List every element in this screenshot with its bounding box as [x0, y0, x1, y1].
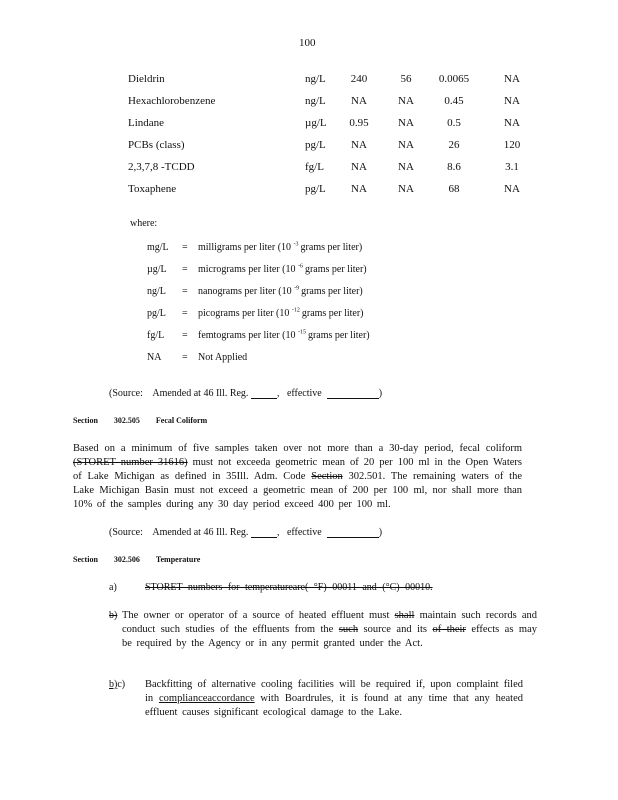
source-effective: effective: [286, 527, 322, 538]
table-cell-c3: 8.6: [447, 161, 461, 173]
source-note: [109, 388, 382, 399]
struck-storet: (STORET number 31616): [73, 457, 188, 468]
section-label: Section: [73, 416, 98, 425]
definition-tail: grams per liter): [301, 308, 364, 319]
source-note-2: [109, 527, 382, 538]
definition-exponent: -6: [297, 263, 303, 270]
section-number: 302.506: [113, 555, 140, 564]
table-cell-c4: NA: [504, 183, 520, 195]
definition-exponent: -9: [294, 285, 300, 292]
para-text-a: Based on a minimum of five samples taken over not more than a 30-day period, fecal coliform: [73, 443, 522, 454]
blank-effective-date: [327, 537, 379, 538]
table-cell-c2: NA: [398, 117, 414, 129]
section-505-heading: [73, 416, 207, 425]
struck-shall: shall: [394, 610, 415, 621]
item-b-marker: b): [109, 610, 118, 621]
definition-equals: =: [182, 264, 188, 275]
table-cell-c1: 0.95: [349, 117, 369, 129]
definition-main: milligrams per liter (10: [198, 242, 292, 253]
table-cell-c4: 3.1: [505, 161, 519, 173]
page-number: 100: [299, 37, 316, 49]
definition-exponent: -3: [293, 241, 299, 248]
table-cell-c4: NA: [504, 73, 520, 85]
item-b-text-4: effects as may be required by the Agency or in any permit granted under the Act.: [122, 624, 537, 649]
item-b-text-3: source and its: [358, 624, 433, 635]
fecal-coliform-paragraph: [73, 442, 522, 512]
table-cell-unit: fg/L: [305, 161, 324, 173]
source-comma: ,: [276, 527, 280, 538]
table-cell-c3: 0.45: [444, 95, 464, 107]
definition-tail: grams per liter): [301, 286, 363, 297]
blank-register: [251, 537, 277, 538]
table-cell-c3: 0.0065: [438, 73, 470, 85]
table-cell-c2: NA: [398, 161, 414, 173]
item-b-text-2: maintain such records and conduct such studies of the effluents from the: [122, 610, 538, 635]
source-comma: ,: [276, 388, 280, 399]
definition-abbr: fg/L: [147, 330, 165, 341]
where-label: where:: [130, 218, 158, 229]
item-b-text: [122, 609, 537, 651]
definition-text: [198, 264, 367, 275]
table-cell-c2: NA: [398, 139, 414, 151]
section-title: Fecal Coliform: [155, 416, 208, 425]
definition-tail: grams per liter): [300, 242, 363, 253]
definition-equals: =: [182, 352, 188, 363]
source-middle: Amended at 46 Ill. Reg.: [152, 527, 249, 538]
table-cell-name: Toxaphene: [128, 183, 177, 195]
table-cell-c2: 56: [400, 73, 412, 85]
table-cell-c4: 120: [503, 139, 521, 151]
definition-equals: =: [182, 308, 188, 319]
table-cell-unit: pg/L: [305, 139, 326, 151]
table-cell-unit: pg/L: [305, 183, 326, 195]
item-c-text-2: with Boardrules, it is found at any time that any heated effluent causes significant ecological damage to the Lake.: [145, 693, 524, 718]
table-cell-unit: ng/L: [305, 73, 326, 85]
table-cell-name: Hexachlorobenzene: [128, 95, 216, 107]
section-label: Section: [73, 555, 98, 564]
definition-equals: =: [182, 330, 188, 341]
table-cell-c2: NA: [398, 183, 414, 195]
definition-text: [198, 286, 363, 297]
table-cell-c3: 26: [448, 139, 460, 151]
compliance-accordance: complianceaccordance: [159, 693, 255, 704]
definition-main: Not Applied: [198, 352, 248, 363]
table-cell-c1: 240: [350, 73, 368, 85]
struck-such: such: [338, 624, 359, 635]
definition-main: picograms per liter (10: [198, 308, 290, 319]
section-title: Temperature: [155, 555, 201, 564]
definition-main: micrograms per liter (10: [198, 264, 296, 275]
item-c-text-1: Backfitting of alternative cooling facilities will be required if, upon complaint filed in: [145, 679, 523, 704]
item-c-text: [145, 678, 523, 720]
table-cell-c1: NA: [351, 161, 367, 173]
definition-main: femtograms per liter (10: [198, 330, 296, 341]
table-cell-c1: NA: [351, 139, 367, 151]
table-cell-c4: NA: [504, 117, 520, 129]
source-prefix: (Source:: [109, 527, 143, 538]
table-cell-name: PCBs (class): [128, 139, 185, 151]
definition-abbr: NA: [147, 352, 162, 363]
definition-tail: grams per liter): [304, 264, 367, 275]
table-cell-c1: NA: [351, 95, 367, 107]
definition-text: [198, 352, 247, 363]
table-cell-name: Lindane: [128, 117, 165, 129]
definition-equals: =: [182, 286, 188, 297]
table-cell-unit: µg/L: [305, 117, 327, 129]
table-cell-c1: NA: [351, 183, 367, 195]
table-cell-name: Dieldrin: [128, 73, 165, 85]
definition-tail: grams per liter): [307, 330, 370, 341]
source-middle: Amended at 46 Ill. Reg.: [152, 388, 249, 399]
table-cell-c2: NA: [398, 95, 414, 107]
section-number: 302.505: [113, 416, 140, 425]
table-cell-unit: ng/L: [305, 95, 326, 107]
definition-exponent: -12: [291, 307, 300, 314]
source-close: ): [378, 388, 383, 399]
table-cell-c4: NA: [504, 95, 520, 107]
item-c-marker: [109, 679, 125, 690]
definition-text: [198, 330, 370, 341]
item-a-struck-text: STORET numbers for temperatureare( °F) 00011 and (°C) 00010.: [145, 582, 433, 593]
blank-register: [251, 398, 277, 399]
definition-exponent: -15: [297, 329, 306, 336]
item-c-marker-new: c): [117, 679, 126, 690]
struck-of-their: of their: [432, 624, 466, 635]
definition-abbr: ng/L: [147, 286, 166, 297]
struck-section-word: Section: [311, 471, 343, 482]
item-b-text-1: The owner or operator of a source of heated effluent must: [122, 610, 390, 621]
section-506-heading: [73, 555, 200, 564]
definition-abbr: mg/L: [147, 242, 169, 253]
table-cell-c3: 0.5: [447, 117, 461, 129]
source-effective: effective: [286, 388, 322, 399]
table-cell-c3: 68: [448, 183, 460, 195]
item-a-marker: a): [109, 582, 117, 593]
para-text-c: 302.501. The remaining waters of the Lake Michigan Basin must not exceed a geometric mean of 200 per 100 ml, nor shall more than 10% of the samples during any 30 day period exceed 400 per 100 ml.: [73, 471, 522, 510]
source-close: ): [378, 527, 383, 538]
definition-main: nanograms per liter (10: [198, 286, 292, 297]
source-prefix: (Source:: [109, 388, 143, 399]
definition-abbr: pg/L: [147, 308, 166, 319]
blank-effective-date: [327, 398, 379, 399]
table-cell-name: 2,3,7,8 -TCDD: [128, 161, 195, 173]
definition-abbr: µg/L: [147, 264, 167, 275]
definition-equals: =: [182, 242, 188, 253]
item-c-marker-old: b): [109, 679, 118, 690]
definition-text: [198, 308, 364, 319]
definition-text: [198, 242, 362, 253]
para-text-b: must not exceeda geometric mean of 20 per 100 ml in the Open Waters of Lake Michigan as defined in 35Ill. Adm. Code: [73, 457, 522, 482]
